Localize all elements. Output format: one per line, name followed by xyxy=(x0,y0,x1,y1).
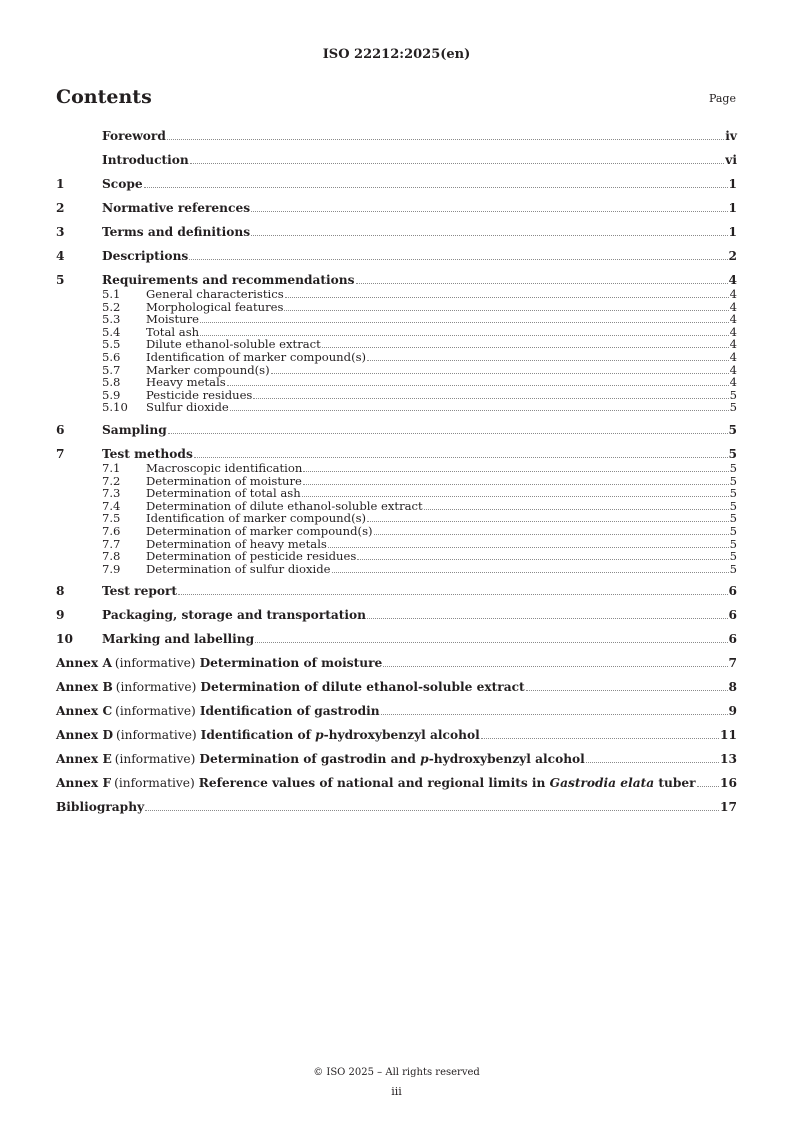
dot-leader xyxy=(383,665,727,667)
toc-subentry-title: Determination of marker compound(s) xyxy=(146,523,373,538)
dot-leader xyxy=(145,809,719,811)
dot-leader xyxy=(697,785,719,787)
toc-entry[interactable] xyxy=(56,129,737,144)
dot-leader xyxy=(168,432,728,434)
toc-subentry-page: 4 xyxy=(729,349,737,364)
toc-entry-title: Foreword xyxy=(102,129,166,143)
toc-subentry-title: Determination of dilute ethanol-soluble extract xyxy=(146,498,423,513)
dot-leader xyxy=(200,321,729,323)
toc-entry-page: vi xyxy=(725,153,737,167)
dot-leader xyxy=(194,456,728,458)
toc-subentry-number: 5.9 xyxy=(102,387,121,402)
toc-subentry[interactable] xyxy=(56,563,737,576)
toc-subentry-page: 5 xyxy=(729,473,737,488)
annex-type: (informative) xyxy=(116,728,197,743)
dot-leader xyxy=(200,334,729,336)
toc-entry-number: 10 xyxy=(56,632,73,647)
toc-entry-page: 4 xyxy=(728,273,737,287)
toc-subentry-title: General characteristics xyxy=(146,287,284,301)
toc-subentry-page: 5 xyxy=(729,486,737,501)
toc-subentry-page: 4 xyxy=(729,362,737,377)
annex-title: Determination of moisture xyxy=(199,656,383,671)
toc-subentry-number: 7.7 xyxy=(102,536,121,551)
toc-entry-page: 5 xyxy=(728,446,737,461)
dot-leader xyxy=(381,713,728,715)
toc-entry-number: 5 xyxy=(56,273,65,287)
annex-page: 11 xyxy=(720,728,737,743)
toc-subentry[interactable] xyxy=(56,351,737,364)
toc-entry-title: Normative references xyxy=(102,201,251,215)
annex-type: (informative) xyxy=(115,680,197,695)
dot-leader xyxy=(284,309,728,311)
toc-entry-page: 6 xyxy=(728,608,737,623)
toc-subentry-page: 5 xyxy=(729,536,737,551)
toc-subentry-number: 7.9 xyxy=(102,561,121,576)
toc-subentry-number: 5.1 xyxy=(102,287,121,301)
toc-subentry-title: Dilute ethanol-soluble extract xyxy=(146,337,321,352)
toc-entry-title: Terms and definitions xyxy=(102,225,251,239)
toc-subentry-number: 5.10 xyxy=(102,400,128,415)
annex-label: Annex E xyxy=(56,752,112,767)
toc-subentry-number: 7.1 xyxy=(102,460,121,475)
toc-subentry-page: 5 xyxy=(729,511,737,526)
dot-leader xyxy=(481,737,719,739)
toc-subentry-title: Moisture xyxy=(146,312,200,327)
annex-label: Annex B xyxy=(56,680,113,695)
toc-subentry-number: 7.3 xyxy=(102,486,121,501)
toc-subentry-page: 4 xyxy=(729,375,737,390)
toc-subentry-title: Marker compound(s) xyxy=(146,362,270,377)
toc-annex-entry[interactable] xyxy=(56,776,737,791)
toc-entry-number: 3 xyxy=(56,225,65,239)
bibliography-page: 17 xyxy=(720,800,737,815)
annex-title: Determination of gastrodin and p-hydroxybenzyl alcohol xyxy=(199,752,585,767)
dot-leader xyxy=(227,384,729,386)
toc-entry[interactable] xyxy=(56,632,737,647)
toc-annex-entry[interactable] xyxy=(56,704,737,719)
toc-subentry-page: 4 xyxy=(729,324,737,339)
toc-entry-number: 1 xyxy=(56,177,65,191)
annex-type: (informative) xyxy=(114,656,196,671)
toc-subentry-page: 4 xyxy=(729,337,737,352)
dot-leader xyxy=(253,397,728,399)
toc-subentry-page: 5 xyxy=(729,523,737,538)
dot-leader xyxy=(303,483,729,485)
annex-label: Annex C xyxy=(56,704,113,719)
toc-subentry-title: Identification of marker compound(s) xyxy=(146,349,367,364)
toc-entry[interactable] xyxy=(56,177,737,192)
toc-subentry-number: 5.6 xyxy=(102,349,121,364)
toc-entry[interactable] xyxy=(56,423,737,438)
toc-subentry-page: 4 xyxy=(729,299,737,314)
toc-subentry[interactable] xyxy=(56,288,737,301)
toc-entry[interactable] xyxy=(56,584,737,599)
annex-label: Annex D xyxy=(56,728,114,743)
toc-subentry-number: 7.4 xyxy=(102,498,121,513)
dot-leader xyxy=(144,186,728,188)
toc-entry[interactable] xyxy=(56,225,737,240)
toc-subentry-number: 5.5 xyxy=(102,337,121,352)
dot-leader xyxy=(357,558,728,560)
toc-subentry-page: 5 xyxy=(729,561,737,576)
table-of-contents xyxy=(56,129,737,815)
toc-subentry-number: 7.2 xyxy=(102,473,121,488)
toc-entry-title: Descriptions xyxy=(102,249,189,263)
toc-entry-page: 6 xyxy=(728,632,737,647)
dot-leader xyxy=(328,546,729,548)
toc-annex-entry[interactable] xyxy=(56,656,737,671)
toc-subentry-title: Total ash xyxy=(146,324,200,339)
annex-title: Reference values of national and regional limits in Gastrodia elata tuber xyxy=(198,776,696,791)
dot-leader xyxy=(178,593,727,595)
toc-subentry-number: 5.8 xyxy=(102,375,121,390)
toc-subentry-title: Identification of marker compound(s) xyxy=(146,511,367,526)
toc-subentry-title: Determination of heavy metals xyxy=(146,536,327,551)
dot-leader xyxy=(255,641,727,643)
annex-type: (informative) xyxy=(114,752,196,767)
toc-subentry-title: Morphological features xyxy=(146,299,284,314)
dot-leader xyxy=(271,372,729,374)
toc-entry[interactable] xyxy=(56,273,737,288)
toc-entry[interactable] xyxy=(56,447,737,462)
toc-subentry-page: 5 xyxy=(729,400,737,415)
toc-subentry-title: Macroscopic identification xyxy=(146,460,303,475)
dot-leader xyxy=(367,359,729,361)
toc-entry[interactable] xyxy=(56,249,737,264)
toc-entry-page: 1 xyxy=(728,201,737,215)
toc-subentry-number: 5.3 xyxy=(102,312,121,327)
toc-subentry-title: Determination of total ash xyxy=(146,486,301,501)
toc-entry-page: 2 xyxy=(728,249,737,263)
toc-subentry-title: Determination of moisture xyxy=(146,473,302,488)
toc-subentry[interactable] xyxy=(56,462,737,475)
toc-entry-title: Test report xyxy=(102,584,178,599)
toc-subentry-page: 5 xyxy=(729,498,737,513)
toc-subentry[interactable] xyxy=(56,550,737,563)
annex-page: 8 xyxy=(728,680,737,695)
toc-entry-number: 6 xyxy=(56,422,65,437)
toc-annex-entry[interactable] xyxy=(56,752,737,767)
annex-title: Determination of dilute ethanol-soluble extract xyxy=(200,680,525,695)
toc-subentry[interactable] xyxy=(56,313,737,326)
toc-subentry-title: Heavy metals xyxy=(146,375,226,390)
toc-entry-page: 6 xyxy=(728,584,737,599)
toc-entry-number: 8 xyxy=(56,584,65,599)
annex-page: 7 xyxy=(728,656,737,671)
toc-entry-title: Introduction xyxy=(102,153,189,167)
toc-subentry-title: Determination of pesticide residues xyxy=(146,549,357,564)
toc-subentry-page: 4 xyxy=(729,312,737,327)
annex-type: (informative) xyxy=(114,776,195,791)
toc-subentry-page: 5 xyxy=(729,549,737,564)
dot-leader xyxy=(586,761,719,763)
dot-leader xyxy=(374,533,729,535)
dot-leader xyxy=(189,258,727,260)
toc-entry[interactable] xyxy=(56,201,737,216)
annex-label: Annex F xyxy=(56,776,112,791)
dot-leader xyxy=(356,282,728,284)
toc-entry-number: 9 xyxy=(56,608,65,623)
toc-subentry-number: 5.2 xyxy=(102,299,121,314)
toc-entry-page: 5 xyxy=(728,422,737,437)
annex-title: Identification of gastrodin xyxy=(199,704,380,719)
toc-subentry-page: 4 xyxy=(729,287,737,301)
toc-subentry[interactable] xyxy=(56,487,737,500)
toc-subentry-title: Determination of sulfur dioxide xyxy=(146,561,331,576)
annex-page: 9 xyxy=(728,704,737,719)
dot-leader xyxy=(285,296,729,298)
toc-bibliography-entry[interactable] xyxy=(56,800,737,815)
dot-leader xyxy=(303,470,728,472)
page-number: iii xyxy=(391,1085,402,1098)
dot-leader xyxy=(302,495,729,497)
document-id: ISO 22212:2025(en) xyxy=(322,47,471,62)
toc-subentry-number: 5.7 xyxy=(102,362,121,377)
dot-leader xyxy=(332,571,729,573)
toc-subentry[interactable] xyxy=(56,376,737,389)
dot-leader xyxy=(251,234,727,236)
toc-entry[interactable] xyxy=(56,153,737,168)
dot-leader xyxy=(367,520,729,522)
toc-subentry-page: 5 xyxy=(729,387,737,402)
page-column-label: Page xyxy=(708,92,736,105)
dot-leader xyxy=(367,617,728,619)
dot-leader xyxy=(190,162,724,164)
annex-type: (informative) xyxy=(115,704,196,719)
toc-subentry[interactable] xyxy=(56,401,737,414)
toc-annex-entry[interactable] xyxy=(56,680,737,695)
dot-leader xyxy=(167,138,724,140)
copyright-notice: © ISO 2025 – All rights reserved xyxy=(313,1067,480,1078)
toc-entry-title: Packaging, storage and transportation xyxy=(102,608,367,623)
dot-leader xyxy=(251,210,727,212)
toc-entry-title: Requirements and recommendations xyxy=(102,273,355,287)
dot-leader xyxy=(424,508,729,510)
toc-entry-page: 1 xyxy=(728,177,737,191)
dot-leader xyxy=(526,689,728,691)
toc-entry-title: Scope xyxy=(102,177,143,191)
toc-subentry-title: Pesticide residues xyxy=(146,387,253,402)
dot-leader xyxy=(230,409,729,411)
toc-entry[interactable] xyxy=(56,608,737,623)
toc-subentry-number: 5.4 xyxy=(102,324,121,339)
page-title: Contents xyxy=(56,86,152,108)
toc-subentry[interactable] xyxy=(56,525,737,538)
bibliography-title: Bibliography xyxy=(56,800,145,815)
toc-entry-title: Test methods xyxy=(102,446,193,461)
toc-entry-number: 7 xyxy=(56,446,65,461)
toc-entry-number: 4 xyxy=(56,249,65,263)
toc-subentry-title: Sulfur dioxide xyxy=(146,400,229,415)
toc-entry-title: Marking and labelling xyxy=(102,632,255,647)
toc-entry-page: iv xyxy=(725,129,737,143)
dot-leader xyxy=(322,346,729,348)
annex-page: 16 xyxy=(720,776,737,791)
annex-page: 13 xyxy=(720,752,737,767)
toc-entry-page: 1 xyxy=(728,225,737,239)
annex-title: Identification of p-hydroxybenzyl alcohol xyxy=(200,728,480,743)
toc-subentry-page: 5 xyxy=(729,460,737,475)
annex-label: Annex A xyxy=(56,656,112,671)
toc-entry-title: Sampling xyxy=(102,422,167,437)
toc-subentry-number: 7.5 xyxy=(102,511,121,526)
toc-subentry-number: 7.6 xyxy=(102,523,121,538)
toc-entry-number: 2 xyxy=(56,201,65,215)
toc-annex-entry[interactable] xyxy=(56,728,737,743)
toc-subentry-number: 7.8 xyxy=(102,549,121,564)
